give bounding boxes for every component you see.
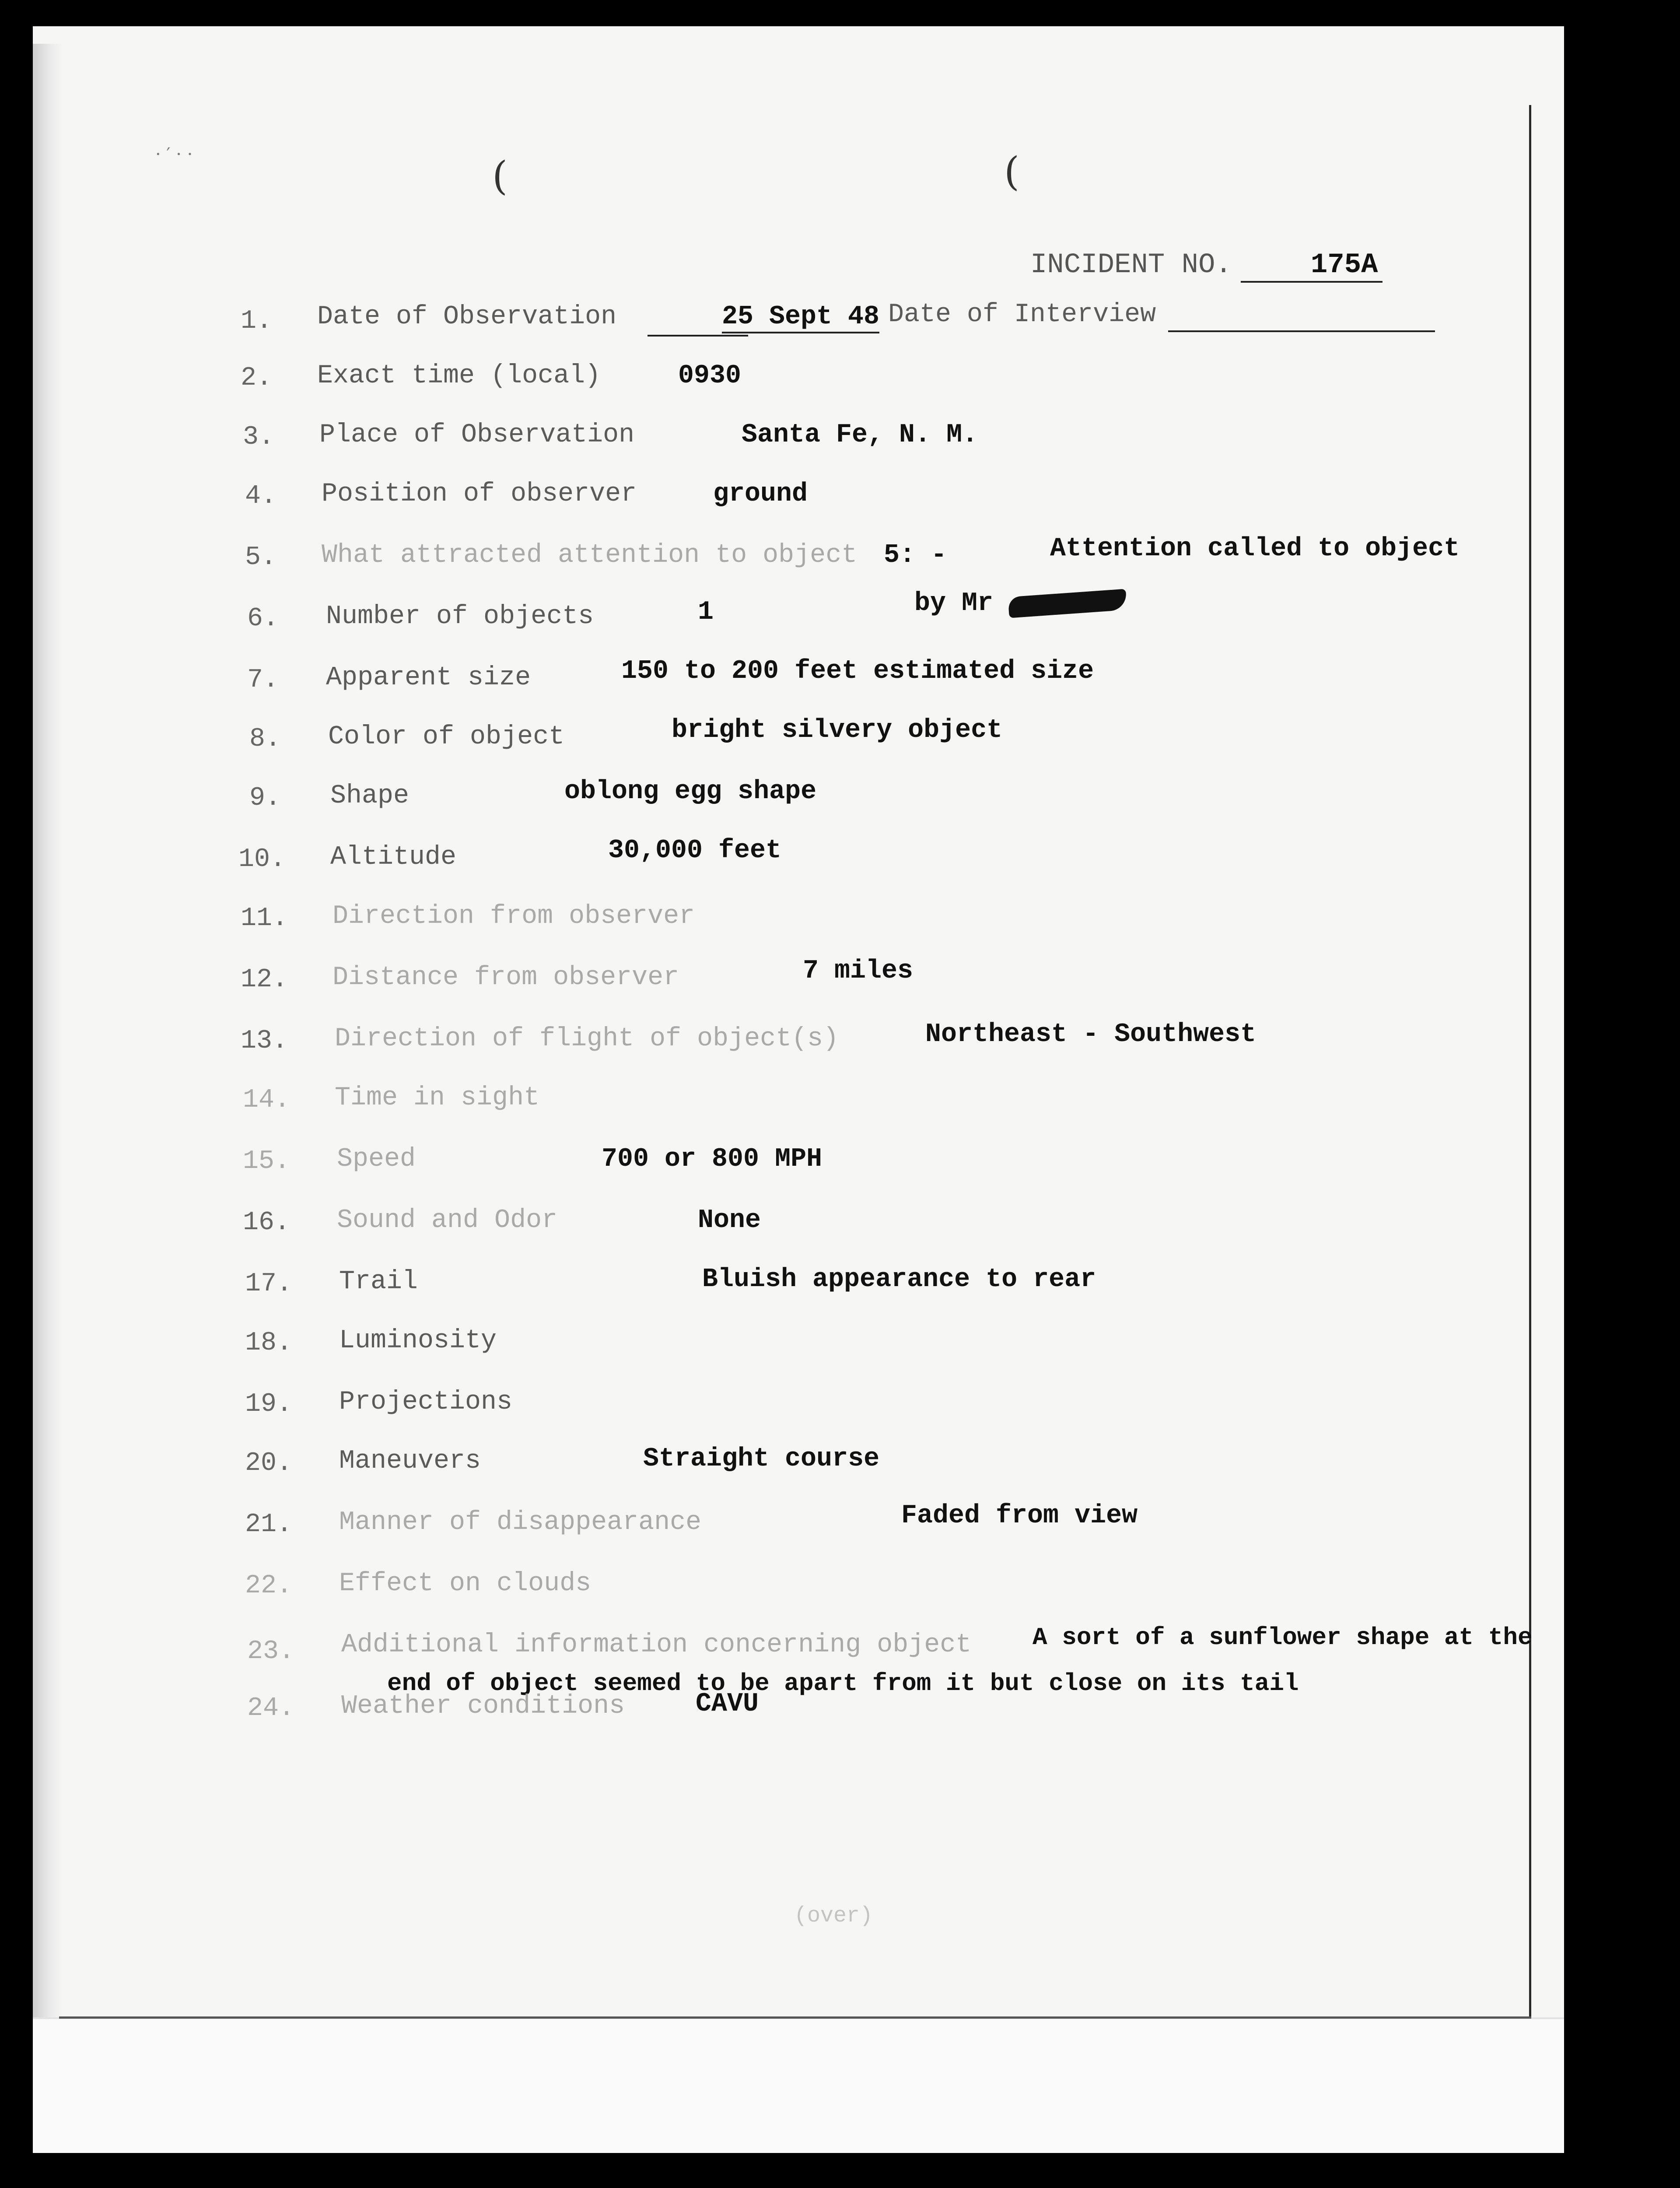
item-number: 8.	[249, 724, 281, 754]
label-distance: Distance from observer	[332, 963, 679, 992]
punch-mark-left: (	[492, 153, 508, 199]
item-number: 2.	[241, 363, 273, 393]
item-number: 9.	[249, 783, 281, 813]
item-number: 16.	[243, 1208, 290, 1238]
item-number: 21.	[245, 1510, 293, 1539]
incident-number	[1030, 249, 1382, 281]
item-number: 19.	[245, 1389, 293, 1419]
label-luminosity: Luminosity	[339, 1326, 497, 1356]
value-additional-information: A sort of a sunflower shape at the	[1032, 1623, 1533, 1652]
label-projections: Projections	[339, 1387, 513, 1417]
label-direction-of-flight: Direction of flight of object(s)	[335, 1024, 839, 1054]
label-position: Position of observer	[322, 479, 637, 509]
item-number: 10.	[238, 845, 286, 874]
value-direction-of-flight: Northeast - Southwest	[925, 1020, 1256, 1049]
item-number: 7.	[247, 665, 279, 695]
label-effect-on-clouds: Effect on clouds	[339, 1569, 592, 1599]
label-color: Color of object	[328, 722, 565, 752]
item-number: 17.	[245, 1269, 293, 1299]
item-number: 22.	[245, 1571, 293, 1601]
item-number: 13.	[241, 1026, 288, 1056]
item-number: 14.	[243, 1085, 290, 1115]
right-border-line	[1529, 105, 1531, 2022]
value-exact-time: 0930	[678, 361, 742, 391]
label-maneuvers: Maneuvers	[339, 1446, 481, 1476]
value-attracted-attention: Attention called to object	[1050, 534, 1460, 564]
label-exact-time: Exact time (local)	[317, 361, 601, 391]
label-attracted-attention: What attracted attention to object	[322, 540, 858, 570]
value-attracted-attention-line2: by Mr	[914, 589, 994, 618]
speck-marks: · ′ · ·	[155, 144, 193, 165]
item-number: 20.	[245, 1448, 293, 1478]
label-direction-from-observer: Direction from observer	[332, 901, 695, 931]
label-shape: Shape	[330, 781, 410, 811]
value-number-of-objects: 1	[698, 597, 714, 627]
label-number-of-objects: Number of objects	[326, 602, 594, 631]
incident-label: INCIDENT NO.	[1030, 249, 1232, 281]
over-note: (over)	[794, 1904, 873, 1929]
label-trail: Trail	[339, 1267, 418, 1297]
redaction-mark	[1008, 589, 1127, 618]
label-additional-information: Additional information concerning object	[341, 1630, 972, 1660]
item-number: 5.	[245, 543, 277, 572]
label-date-of-interview: Date of Interview	[888, 300, 1156, 330]
separator-mark: 5: -	[884, 540, 947, 570]
value-sound-and-odor: None	[698, 1206, 761, 1235]
label-sound-and-odor: Sound and Odor	[337, 1206, 558, 1235]
value-date-of-observation: 25 Sept 48	[722, 302, 879, 333]
item-number: 23.	[247, 1637, 295, 1666]
value-shape: oblong egg shape	[564, 777, 817, 806]
value-weather-conditions: CAVU	[696, 1689, 759, 1719]
item-number: 18.	[245, 1328, 293, 1358]
value-position: ground	[713, 479, 808, 509]
value-speed: 700 or 800 MPH	[602, 1144, 822, 1174]
blank-underline	[648, 335, 748, 337]
value-color: bright silvery object	[672, 715, 1003, 745]
value-apparent-size: 150 to 200 feet estimated size	[621, 656, 1094, 686]
bottom-margin	[33, 2017, 1564, 2153]
value-trail: Bluish appearance to rear	[702, 1265, 1096, 1294]
page-edge-shadow	[33, 44, 63, 2039]
label-manner-of-disappearance: Manner of disappearance	[339, 1508, 702, 1537]
label-apparent-size: Apparent size	[326, 663, 531, 693]
item-number: 11.	[241, 904, 288, 933]
label-speed: Speed	[337, 1144, 416, 1174]
value-distance: 7 miles	[803, 956, 914, 986]
punch-mark-right: (	[1004, 149, 1020, 195]
item-number: 1.	[241, 306, 273, 336]
incident-number-value: 175A	[1241, 249, 1382, 283]
label-place: Place of Observation	[319, 420, 635, 450]
value-altitude: 30,000 feet	[608, 836, 782, 866]
item-number: 15.	[243, 1147, 290, 1176]
bottom-border-line	[59, 2016, 1531, 2019]
value-place: Santa Fe, N. M.	[742, 420, 978, 450]
label-weather-conditions: Weather conditions	[341, 1691, 625, 1721]
date-of-interview-blank	[1168, 330, 1435, 332]
label-time-in-sight: Time in sight	[335, 1083, 540, 1113]
value-additional-information-line2: end of object seemed to be apart from it but close on its tail	[387, 1669, 1299, 1697]
value-manner-of-disappearance: Faded from view	[901, 1501, 1138, 1531]
label-altitude: Altitude	[330, 842, 457, 872]
item-number: 3.	[243, 422, 275, 452]
item-number: 6.	[247, 604, 279, 634]
value-maneuvers: Straight course	[643, 1444, 880, 1474]
item-number: 4.	[245, 481, 277, 511]
item-number: 12.	[241, 965, 288, 995]
document-page	[33, 26, 1564, 2153]
label-date-of-observation: Date of Observation	[317, 302, 617, 332]
item-number: 24.	[247, 1694, 295, 1723]
